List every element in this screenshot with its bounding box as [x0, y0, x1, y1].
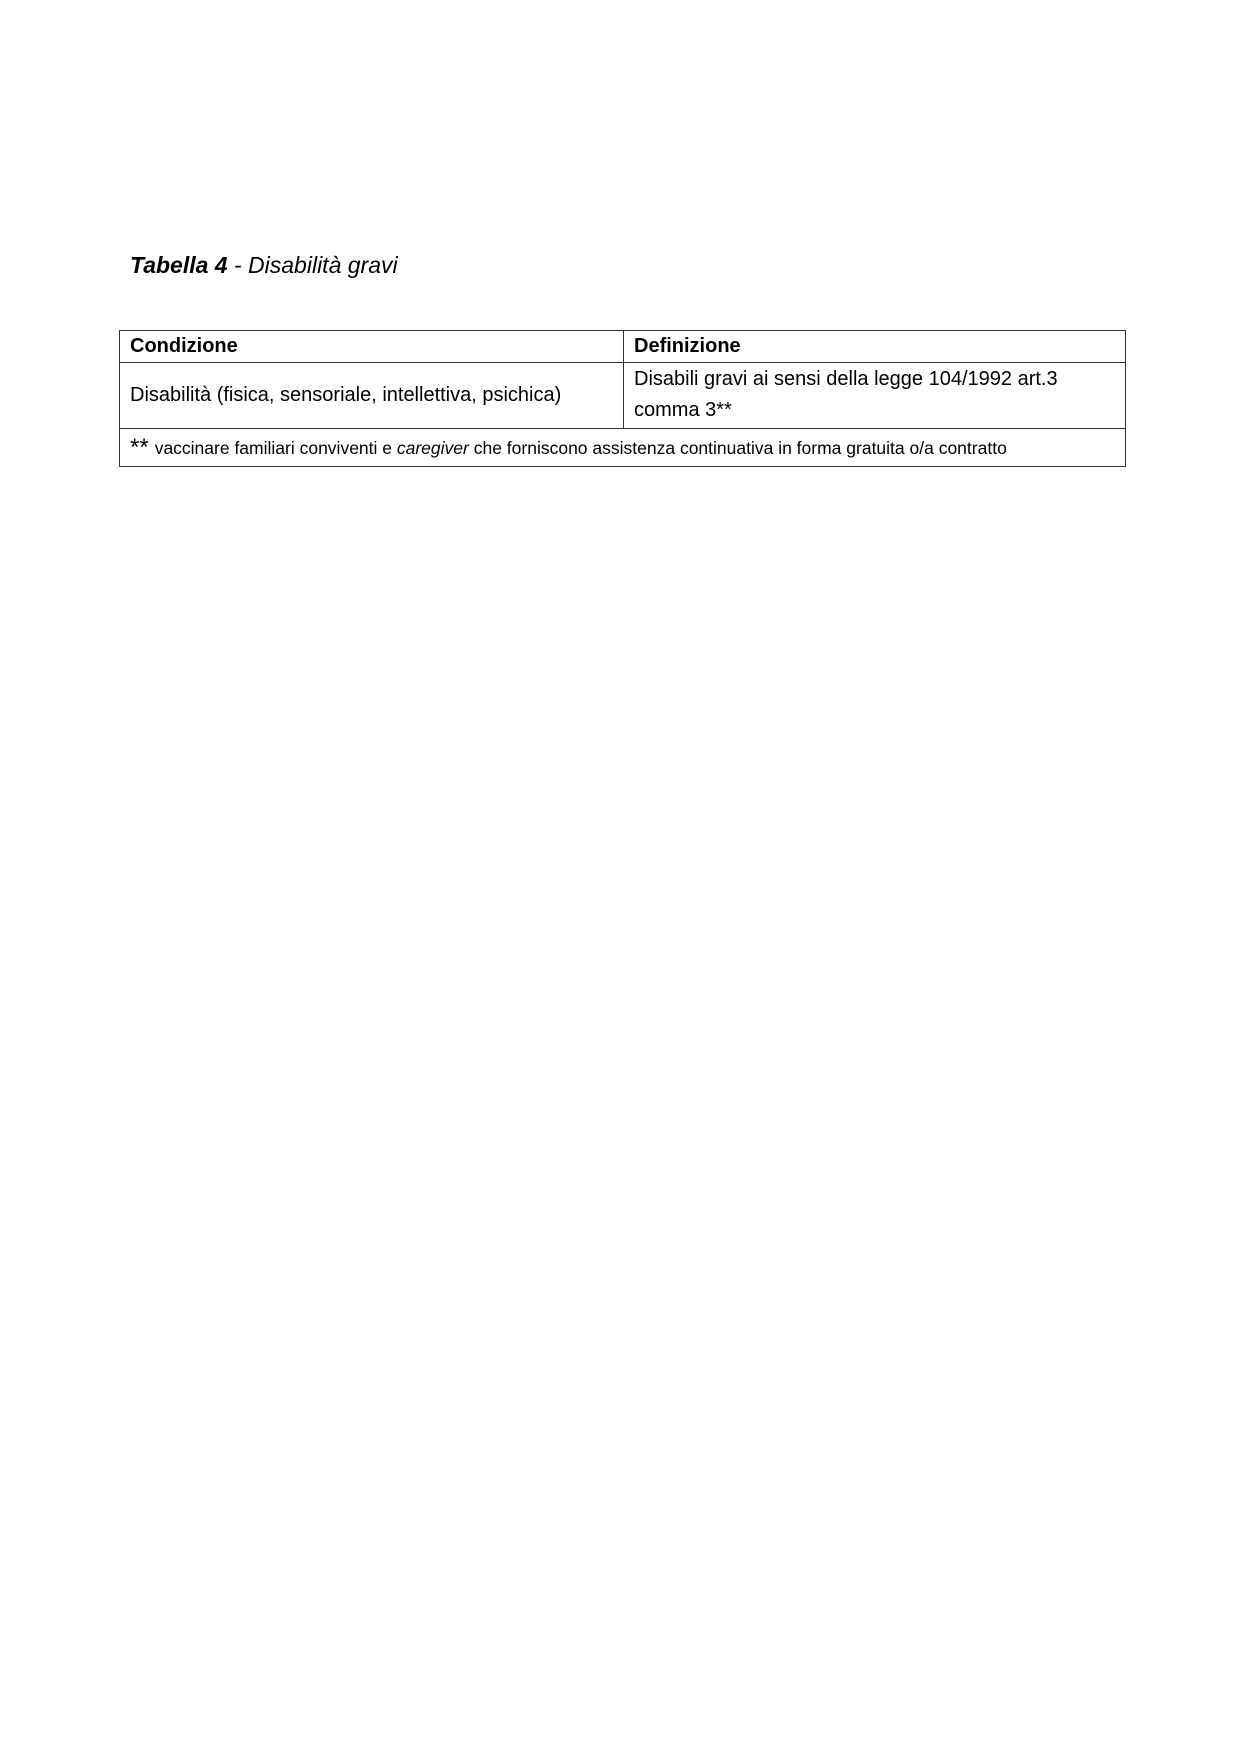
table-header-row	[120, 331, 1126, 363]
cell-definition	[624, 363, 1126, 429]
disability-table	[119, 330, 1126, 467]
table-note	[120, 429, 1126, 467]
note-text-emphasis: caregiver	[396, 437, 469, 458]
table-caption	[130, 252, 398, 279]
header-definition: Definizione	[624, 331, 1126, 363]
note-stars: **	[130, 433, 149, 461]
note-text-before: vaccinare familiari conviventi e	[154, 437, 397, 458]
table-caption-separator: -	[227, 252, 249, 278]
table-caption-label: Tabella 4	[130, 252, 228, 278]
header-condition: Condizione	[120, 331, 624, 363]
table-row	[120, 363, 1126, 429]
cell-definition-line1: Disabili gravi ai sensi della legge 104/1992 art.3	[634, 368, 1058, 390]
note-text-after: che forniscono assistenza continuativa in forma gratuita o/a contratto	[468, 437, 1007, 458]
cell-condition: Disabilità (fisica, sensoriale, intellettiva, psichica)	[120, 363, 624, 429]
table-caption-title: Disabilità gravi	[248, 252, 398, 278]
table-note-row	[120, 429, 1126, 467]
cell-definition-line2: comma 3**	[634, 399, 732, 421]
